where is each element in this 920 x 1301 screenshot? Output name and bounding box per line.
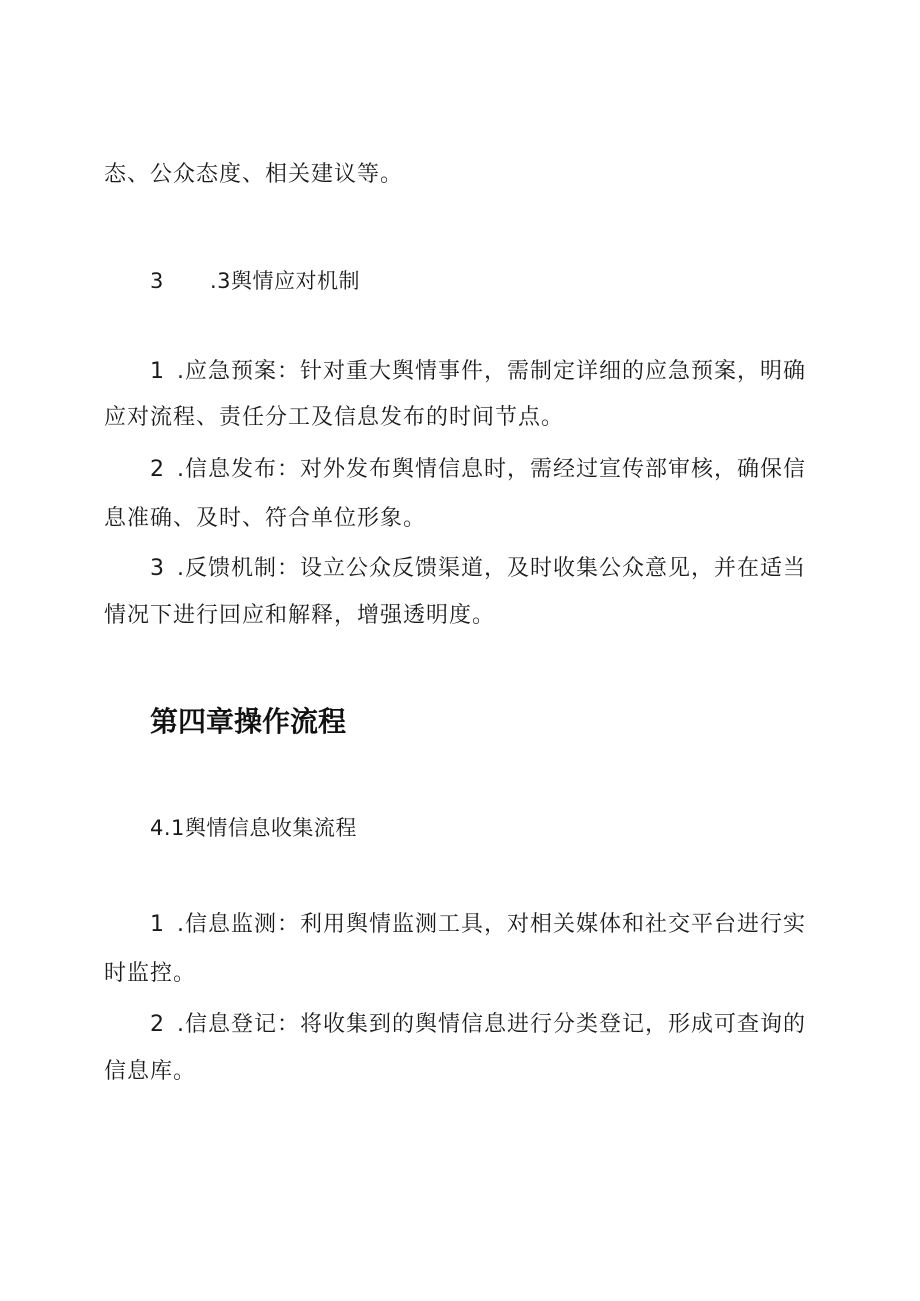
- item-text: .信息登记：将收集到的舆情信息进行分类登记，形成可查询的: [177, 1012, 806, 1037]
- item-number: 2: [150, 1012, 165, 1037]
- list-item-line-1: [150, 554, 806, 584]
- list-item-line-2: 息准确、及时、符合单位形象。: [104, 506, 427, 531]
- item-text: .信息监测：利用舆情监测工具，对相关媒体和社交平台进行实: [177, 912, 806, 937]
- list-item-line-1: [150, 1010, 806, 1040]
- chapter-heading: 第四章操作流程: [150, 705, 347, 738]
- item-number: 3: [150, 556, 165, 581]
- section-number: 3: [150, 269, 164, 293]
- list-item-line-2: 信息库。: [104, 1059, 197, 1084]
- list-item-line-2: 时监控。: [104, 961, 197, 986]
- section-heading-3-3: [150, 266, 360, 296]
- item-text: .应急预案：针对重大舆情事件，需制定详细的应急预案，明确: [177, 359, 806, 384]
- item-number: 2: [150, 457, 165, 482]
- section-title: .3舆情应对机制: [210, 269, 361, 293]
- list-item-line-1: [150, 910, 806, 940]
- list-item-line-2: 情况下进行回应和解释，增强透明度。: [104, 603, 496, 628]
- list-item-line-1: [150, 357, 806, 387]
- continuation-text: 态、公众态度、相关建议等。: [104, 162, 404, 187]
- list-item-line-1: [150, 455, 806, 485]
- list-item-line-2: 应对流程、责任分工及信息发布的时间节点。: [104, 405, 565, 430]
- item-number: 1: [150, 912, 165, 937]
- item-number: 1: [150, 359, 165, 384]
- item-text: .信息发布：对外发布舆情信息时，需经过宣传部审核，确保信: [177, 457, 806, 482]
- section-heading-4-1: 4.1舆情信息收集流程: [150, 816, 357, 840]
- item-text: .反馈机制：设立公众反馈渠道，及时收集公众意见，并在适当: [177, 556, 806, 581]
